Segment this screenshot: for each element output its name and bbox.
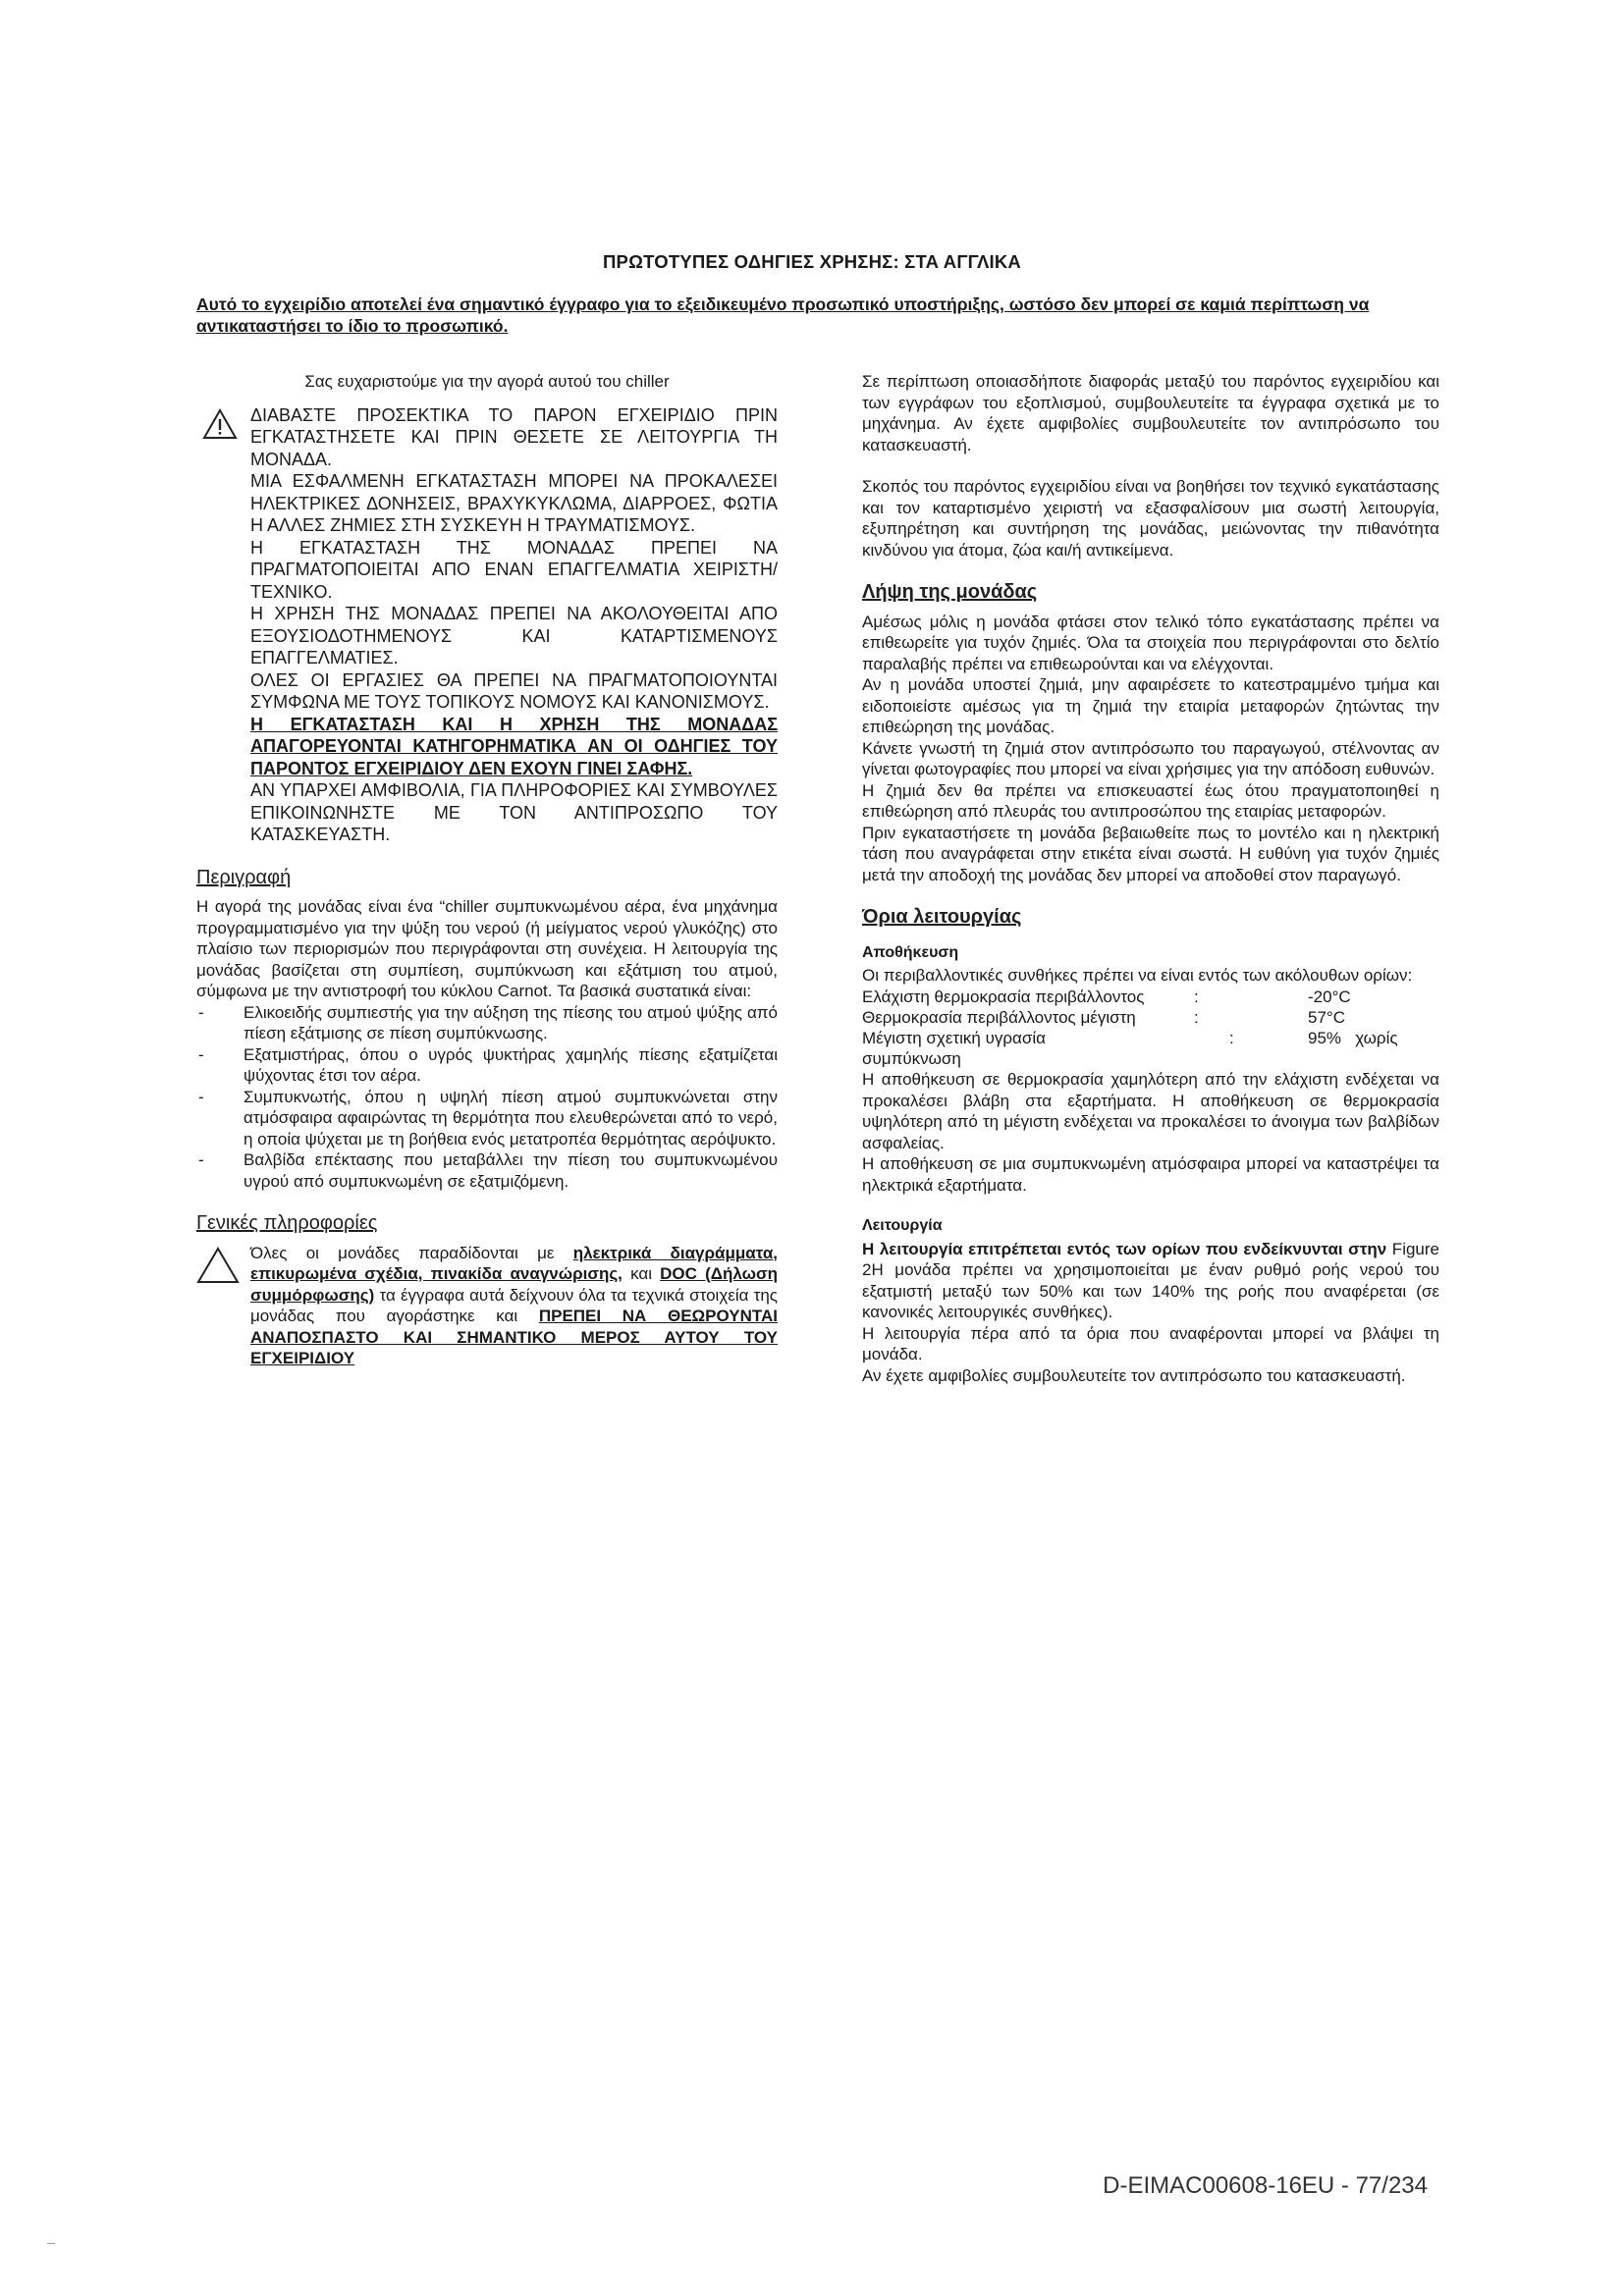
- storage-intro: Οι περιβαλλοντικές συνθήκες πρέπει να είναι εντός των ακόλουθων ορίων:: [862, 966, 1413, 985]
- general-info-part: και: [622, 1264, 661, 1283]
- warning-text-3: Η ΕΓΚΑΤΑΣΤΑΣΗ ΤΗΣ ΜΟΝΑΔΑΣ ΠΡΕΠΕΙ ΝΑ ΠΡΑΓΜΑΤΟΠΟΙΕΙΤΑΙ ΑΠΟ ΕΝΑΝ ΕΠΑΓΓΕΛΜΑΤΙΑ ΧΕΙΡΙΣΤΗ/ΤΕΧΝΙΚΟ.: [250, 537, 778, 602]
- spec-label: Θερμοκρασία περιβάλλοντος μέγιστη: [862, 1007, 1136, 1027]
- limits-heading: Όρια λειτουργίας: [862, 906, 1022, 928]
- operation-p2: Η λειτουργία πέρα από τα όρια που αναφέρονται μπορεί να βλάψει τη μονάδα.: [862, 1323, 1439, 1363]
- page-title: ΠΡΩΤΟΤΥΠΕΣ ΟΔΗΓΙΕΣ ΧΡΗΣΗΣ: ΣΤΑ ΑΓΓΛΙΚΑ: [603, 251, 1021, 272]
- list-item: - Εξατμιστήρας, όπου ο υγρός ψυκτήρας χαμηλής πίεσης εξατμίζεται ψύχοντας έτσι τον αέρα.: [196, 1044, 778, 1087]
- discrepancy-paragraph: Σε περίπτωση οποιασδήποτε διαφοράς μεταξύ του παρόντος εγχειριδίου και των εγγράφων του εξοπλισμού, συμβουλευτείτε τα έγγραφα σχετικά με το μηχάνημα. Αν έχετε αμφιβολίες συμβουλευτείτε τον αντιπρόσωπο του κατασκευαστή.: [862, 372, 1439, 454]
- specs-tail: συμπύκνωση: [862, 1048, 961, 1068]
- table-row: [862, 987, 1439, 1007]
- caution-triangle-icon: [196, 1247, 240, 1284]
- warning-text-7: ΑΝ ΥΠΑΡΧΕΙ ΑΜΦΙΒΟΛΙΑ, ΓΙΑ ΠΛΗΡΟΦΟΡΙΕΣ ΚΑΙ ΣΥΜΒΟΥΛΕΣ ΕΠΙΚΟΙΝΩΝΗΣΤΕ ΜΕ ΤΟΝ ΑΝΤΙΠΡΟΣΩΠΟ ΤΟΥ ΚΑΤΑΣΚΕΥΑΣΤΗ.: [250, 780, 778, 844]
- warning-triangle-icon: [202, 408, 238, 440]
- receipt-p3: Κάνετε γνωστή τη ζημιά στον αντιπρόσωπο του παραγωγού, στέλνοντας αν γίνεται φωτογραφίες που μπορεί να είναι χρήσιμες για την απόδοση ευθυνών.: [862, 738, 1439, 778]
- right-column: [862, 371, 1439, 1386]
- components-list: [196, 1002, 778, 1193]
- receipt-heading: Λήψη της μονάδας: [862, 581, 1038, 603]
- operation-heading: Λειτουργία: [862, 1217, 943, 1234]
- warning-text-6: Η ΕΓΚΑΤΑΣΤΑΣΗ ΚΑΙ Η ΧΡΗΣΗ ΤΗΣ ΜΟΝΑΔΑΣ ΑΠΑΓΟΡΕΥΟΝΤΑΙ ΚΑΤΗΓΟΡΗΜΑΤΙΚΑ ΑΝ ΟΙ ΟΔΗΓΙΕΣ ΤΟΥ ΠΑΡΟΝΤΟΣ ΕΓΧΕΙΡΙΔΙΟΥ ΔΕΝ ΕΧΟΥΝ ΓΙΝΕΙ ΣΑΦΗΣ.: [250, 714, 778, 778]
- warning-text-2: ΜΙΑ ΕΣΦΑΛΜΕΝΗ ΕΓΚΑΤΑΣΤΑΣΗ ΜΠΟΡΕΙ ΝΑ ΠΡΟΚΑΛΕΣΕΙ ΗΛΕΚΤΡΙΚΕΣ ΔΟΝΗΣΕΙΣ, ΒΡΑΧΥΚΥΚΛΩΜΑ, ΔΙΑΡΡΟΕΣ, ΦΩΤΙΑ Η ΑΛΛΕΣ ΖΗΜΙΕΣ ΣΤΗ ΣΥΣΚΕΥΗ Η ΤΡΑΥΜΑΤΙΣΜΟΥΣ.: [250, 471, 778, 535]
- general-info-heading: Γενικές πληροφορίες: [196, 1212, 378, 1234]
- spec-value: -20°C: [1308, 987, 1351, 1006]
- spec-separator: :: [1229, 1028, 1234, 1047]
- receipt-p5: Πριν εγκαταστήσετε τη μονάδα βεβαιωθείτε πως το μοντέλο και η ηλεκτρική τάση που αναγράφεται στην ετικέτα είναι σωστά. Η ευθύνη για τυχόν ζημιές μετά την αποδοχή της μονάδας δεν μπορεί να αποδοθεί στον παραγωγό.: [862, 823, 1439, 884]
- thanks-line: Σας ευχαριστούμε για την αγορά αυτού του chiller: [304, 372, 670, 391]
- list-item: - Συμπυκνωτής, όπου η υψηλή πίεση ατμού συμπυκνώνεται στην ατμόσφαιρα αφαιρώντας τη θερμότητα που ελευθερώνεται από το νερό, η οποία ψύχεται με τη βοήθεια ενός μετατροπέα θερμότητας αερόψυκτο.: [196, 1087, 778, 1150]
- general-info-block: [196, 1243, 778, 1369]
- spec-value: 57°C: [1308, 1007, 1345, 1027]
- storage-heading: Αποθήκευση: [862, 943, 959, 961]
- spec-label: Μέγιστη σχετική υγρασία: [862, 1028, 1046, 1047]
- spec-separator: :: [1194, 1007, 1199, 1027]
- document-code: D-EIMAC00608-16EU - 77/234: [1103, 2172, 1428, 2199]
- general-info-text: [250, 1243, 778, 1369]
- description-heading: Περιγραφή: [196, 866, 292, 888]
- table-row: [862, 1007, 1439, 1028]
- left-column: [196, 371, 778, 1369]
- general-info-part: τα έγγραφα αυτά δείχνουν όλα τα τεχνικά στοιχεία της μονάδας που αγοράστηκε και: [250, 1285, 778, 1325]
- list-item: - Ελικοειδής συμπιεστής για την αύξηση της πίεσης του ατμού ψύξης από πίεση εξάτμισης σε πίεση συμπύκνωσης.: [196, 1002, 778, 1044]
- receipt-p2: Αν η μονάδα υποστεί ζημιά, μην αφαιρέσετε το κατεστραμμένο τμήμα και ειδοποιείστε αμέσως για τη ζημιά την εταιρία μεταφορών ζητώντας την επιθεώρηση της μονάδας.: [862, 675, 1439, 736]
- operation-rest: Figure 2H μονάδα πρέπει να χρησιμοποιείται με έναν ρυθμό ροής νερού του εξατμιστή μεταξύ των 50% και των 140% της ροής που αναφέρεται (σε κανονικές λειτουργικές συνθήκες).: [862, 1239, 1439, 1321]
- storage-p2: Η αποθήκευση σε μια συμπυκνωμένη ατμόσφαιρα μπορεί να καταστρέψει τα ηλεκτρικά εξαρτήματα.: [862, 1154, 1439, 1195]
- margin-mark: [47, 2243, 55, 2244]
- intro-text: Αυτό το εγχειρίδιο αποτελεί ένα σημαντικό έγγραφο για το εξειδικευμένο προσωπικό υποστήριξης, ωστόσο δεν μπορεί σε καμιά περίπτωση να αντικαταστήσει το ίδιο το προσωπικό.: [196, 294, 1370, 336]
- general-info-bold-must: ΠΡΕΠΕΙ ΝΑ ΘΕΩΡΟΥΝΤΑΙ ΑΝΑΠΟΣΠΑΣΤΟ ΚΑΙ ΣΗΜΑΝΤΙΚΟ ΜΕΡΟΣ ΑΥΤΟΥ ΤΟΥ ΕΓΧΕΙΡΙΔΙΟΥ: [250, 1307, 778, 1367]
- general-info-part: Όλες οι μονάδες παραδίδονται με: [250, 1243, 573, 1262]
- receipt-p4: Η ζημιά δεν θα πρέπει να επισκευαστεί έως ότου πραγματοποιηθεί η επιθεώρηση από πλευράς του αντιπροσώπου της εταιρίας μεταφορών.: [862, 780, 1439, 821]
- warning-text-1: ΔΙΑΒΑΣΤΕ ΠΡΟΣΕΚΤΙΚΑ ΤΟ ΠΑΡΟΝ ΕΓΧΕΙΡΙΔΙΟ ΠΡΙΝ ΕΓΚΑΤΑΣΤΗΣΕΤΕ ΚΑΙ ΠΡΙΝ ΘΕΣΕΤΕ ΣΕ ΛΕΙΤΟΥΡΓΙΑ ΤΗ ΜΟΝΑΔΑ.: [250, 404, 778, 469]
- description-body: Η αγορά της μονάδας είναι ένα “chiller συμπυκνωμένου αέρα, ένα μηχάνημα προγραμματισμένο για την ψύξη του νερού (ή μείγματος νερού γλυκόζης) στο πλαίσιο των περιορισμών που περιγράφονται στη συνέχεια. Η λειτουργία της μονάδας βασίζεται στη συμπίεση, συμπύκνωση και εξάτμιση του ατμού, σύμφωνα με την αντιστροφή του κύκλου Carnot. Τα βασικά συστατικά είναι:: [196, 897, 778, 1000]
- storage-p1: Η αποθήκευση σε θερμοκρασία χαμηλότερη από την ελάχιστη ενδέχεται να προκαλέσει βλάβη στα εξαρτήματα. Η αποθήκευση σε θερμοκρασία υψηλότερη από τη μέγιστη ενδέχεται να προκαλέσει το άνοιγμα των βαλβίδων ασφαλείας.: [862, 1070, 1439, 1152]
- purpose-paragraph: Σκοπός του παρόντος εγχειριδίου είναι να βοηθήσει τον τεχνικό εγκατάστασης και τον καταρτισμένο χειριστή να εξασφαλίσουν μια σωστή λειτουργία, εξυπηρέτηση και συντήρηση της μονάδας, μειώνοντας την πιθανότητα κινδύνου για άτομα, ζώα και/ή αντικείμενα.: [862, 477, 1439, 560]
- table-row: [862, 1028, 1439, 1048]
- operation-bold: Η λειτουργία επιτρέπεται εντός των ορίων που ενδείκνυνται στην: [862, 1239, 1387, 1258]
- receipt-p1: Αμέσως μόλις η μονάδα φτάσει στον τελικό τόπο εγκατάστασης πρέπει να επιθεωρείτε για τυχόν ζημιές. Όλα τα στοιχεία που περιγράφονται στο δελτίο παραλαβής πρέπει να επιθεωρούνται και να ελέγχονται.: [862, 612, 1439, 673]
- spec-label: Ελάχιστη θερμοκρασία περιβάλλοντος: [862, 987, 1145, 1006]
- warning-text-5: ΟΛΕΣ ΟΙ ΕΡΓΑΣΙΕΣ ΘΑ ΠΡΕΠΕΙ ΝΑ ΠΡΑΓΜΑΤΟΠΟΙΟΥΝΤΑΙ ΣΥΜΦΩΝΑ ΜΕ ΤΟΥΣ ΤΟΠΙΚΟΥΣ ΝΟΜΟΥΣ ΚΑΙ ΚΑΝΟΝΙΣΜΟΥΣ.: [250, 669, 778, 712]
- operation-p1: [862, 1239, 1439, 1323]
- intro-notice: [196, 294, 1428, 337]
- list-item: - Βαλβίδα επέκτασης που μεταβάλλει την πίεση του συμπυκνωμένου υγρού από συμπυκνωμένη σε εξατμιζόμενη.: [196, 1149, 778, 1192]
- operation-p3: Αν έχετε αμφιβολίες συμβουλευτείτε τον αντιπρόσωπο του κατασκευαστή.: [862, 1365, 1406, 1385]
- warning-block: [196, 404, 778, 846]
- general-info-bold-docs: ηλεκτρικά διαγράμματα, επικυρωμένα σχέδια, πινακίδα αναγνώρισης,: [250, 1243, 779, 1283]
- storage-specs-table: [862, 987, 1439, 1048]
- warning-text-4: Η ΧΡΗΣΗ ΤΗΣ ΜΟΝΑΔΑΣ ΠΡΕΠΕΙ ΝΑ ΑΚΟΛΟΥΘΕΙΤΑΙ ΑΠΟ ΕΞΟΥΣΙΟΔΟΤΗΜΕΝΟΥΣ ΚΑΙ ΚΑΤΑΡΤΙΣΜΕΝΟΥΣ ΕΠΑΓΓΕΛΜΑΤΙΕΣ.: [250, 604, 778, 667]
- general-info-bold-doc: DOC (Δήλωση συμμόρφωσης): [250, 1264, 778, 1305]
- spec-separator: :: [1194, 987, 1199, 1006]
- spec-value: 95% χωρίς: [1308, 1028, 1398, 1047]
